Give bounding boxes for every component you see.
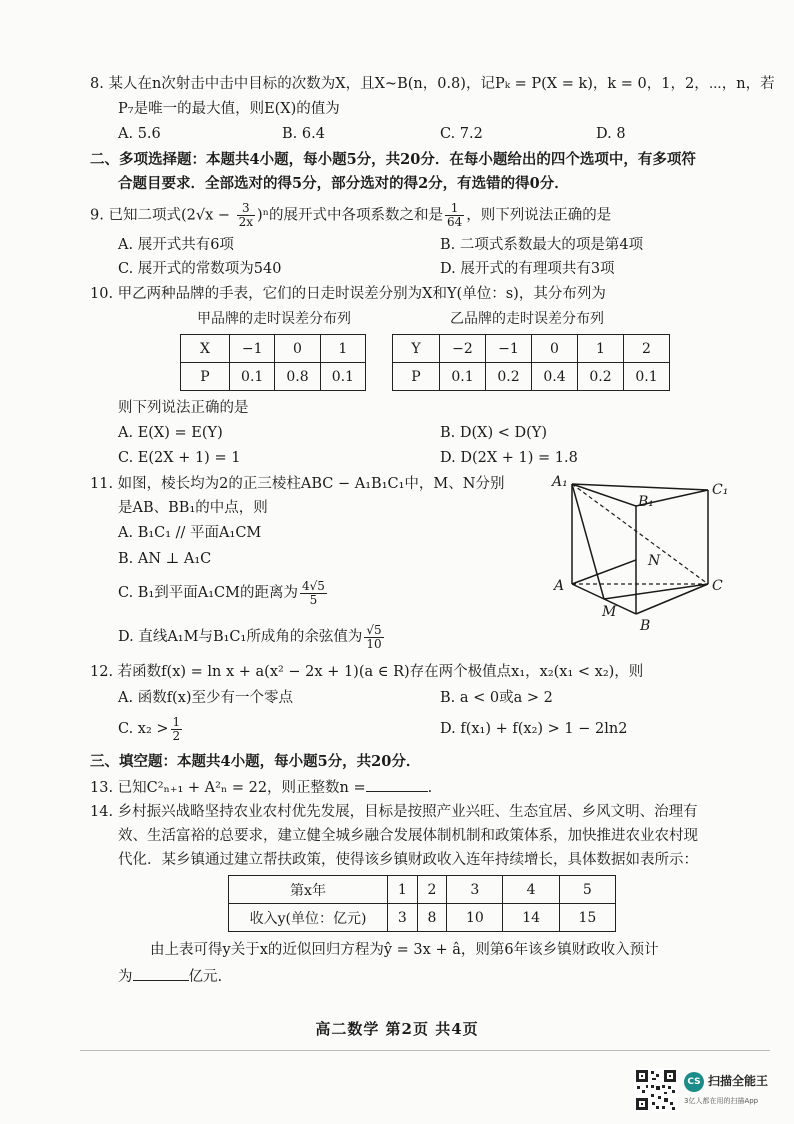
table-cell: 15: [559, 904, 615, 932]
q9-option-b: B. 二项式系数最大的项是第4项: [440, 237, 644, 253]
q9-fraction-1-num: 3: [237, 202, 255, 216]
q9-stem-post: ，则下列说法正确的是: [466, 207, 612, 224]
table-cell: 0.2: [486, 363, 532, 391]
q9-fraction-2: [445, 202, 464, 229]
q9-option-a: A. 展开式共有6项: [118, 237, 234, 253]
prism-segment-mc: [604, 584, 708, 599]
table-cell: −1: [230, 335, 275, 363]
table-cell: 5: [559, 876, 615, 904]
q12-option-c-num: 1: [172, 714, 181, 729]
prism-segment-an: [572, 560, 636, 584]
table-cell: 14: [503, 904, 559, 932]
q11-option-d-text: D. 直线A₁M与B₁C₁所成角的余弦值为: [118, 629, 363, 645]
q12-option-c-fraction: [171, 716, 183, 743]
table-cell: Y: [393, 335, 440, 363]
q12-option-c-den: 2: [172, 728, 181, 743]
q9-option-c: C. 展开式的常数项为540: [118, 261, 282, 277]
page-footer: 高二数学 第2页 共4页: [315, 1020, 479, 1038]
section3-heading: 三、填空题：本题共4小题，每小题5分，共20分．: [90, 753, 421, 770]
q8-stem-line2: P₇是唯一的最大值，则E(X)的值为: [118, 101, 340, 117]
q9-fraction-1-den: 2x: [238, 215, 254, 229]
camscanner-tagline: 3亿人都在用的扫描App: [684, 1097, 759, 1105]
q8-stem-line1: 8. 某人在n次射击中击中目标的次数为X，且X~B(n，0.8)，记Pₖ = P(X = k)，k = 0，1，2，⋯，n，若: [90, 76, 775, 92]
table-row: [181, 363, 366, 391]
q10-prompt: 则下列说法正确的是: [118, 400, 249, 416]
table-cell: 0.2: [578, 363, 624, 391]
label-m: M: [602, 604, 617, 620]
table-row: [229, 876, 616, 904]
camscanner-name: 扫描全能王: [708, 1074, 769, 1088]
q11-option-c-fraction: [300, 580, 327, 607]
q14-stem-line2: 效、生活富裕的总要求，建立健全城乡融合发展体制机制和政策体系，加快推进农业农村现: [118, 828, 698, 844]
table-row: [393, 363, 670, 391]
table-cell: 4: [503, 876, 559, 904]
q10-table-x: [180, 334, 366, 391]
prism-figure: [540, 470, 750, 640]
table-cell: P: [181, 363, 230, 391]
table-row: [393, 335, 670, 363]
bottom-divider: [80, 1050, 770, 1051]
q9-fraction-2-den: 64: [446, 215, 463, 229]
q11-option-d: [118, 622, 386, 652]
table-cell: 0.4: [532, 363, 578, 391]
q12-option-d: D. f(x₁) + f(x₂) > 1 − 2ln2: [440, 721, 628, 737]
q11-option-c: [118, 578, 329, 608]
q12-option-c: [118, 714, 184, 744]
q9-stem: [90, 202, 611, 229]
q10-option-d: D. D(2X + 1) = 1.8: [440, 450, 578, 466]
q12-stem: 12. 若函数f(x) = ln x + a(x² − 2x + 1)(a ∈ R)存在两个极值点x₁，x₂(x₁ < x₂)，则: [90, 664, 644, 680]
q14-stem-line1: 14. 乡村振兴战略坚持农业农村优先发展，目标是按照产业兴旺、生态宜居、乡风文明、治理有: [90, 804, 698, 820]
label-a1: A₁: [552, 474, 568, 490]
label-n: N: [648, 553, 661, 569]
table-cell: 0.1: [440, 363, 486, 391]
q9-stem-pre: 9. 已知二项式(2√x −: [90, 207, 235, 224]
q12-option-b: B. a < 0或a > 2: [440, 690, 553, 706]
label-c1: C₁: [712, 482, 729, 498]
camscanner-logo-icon: CS: [684, 1072, 704, 1092]
table-cell: 收入y(单位：亿元): [229, 904, 388, 932]
section2-heading-line1: 二、多项选择题：本题共4小题，每小题5分，共20分．在每小题给出的四个选项中，有多项符: [90, 151, 696, 168]
prism-edge-a1b1: [572, 484, 636, 506]
q13-stem: [90, 777, 432, 798]
table-cell: 0: [532, 335, 578, 363]
table-cell: 3: [447, 876, 503, 904]
q13-stem-end: .: [427, 780, 433, 796]
q14-answer-blank[interactable]: [133, 966, 189, 981]
table-cell: 1: [320, 335, 365, 363]
table-cell: 3: [388, 904, 418, 932]
q12-option-a: A. 函数f(x)至少有一个零点: [118, 690, 294, 706]
q9-fraction-2-num: 1: [445, 202, 464, 216]
q11-option-c-den: 5: [309, 592, 318, 607]
q10-table-y: [392, 334, 670, 391]
q14-data-table: [228, 875, 616, 932]
table-cell: 8: [417, 904, 447, 932]
q8-option-b: B. 6.4: [282, 126, 325, 142]
q11-option-c-num: 4√5: [302, 578, 325, 593]
table-cell: −1: [486, 335, 532, 363]
q14-stem-line3: 代化．某乡镇通过建立帮扶政策，使得该乡镇财政收入连年持续增长，具体数据如表所示：: [118, 852, 698, 868]
q10-option-c: C. E(2X + 1) = 1: [118, 450, 241, 466]
table-cell: 2: [624, 335, 670, 363]
table-cell: 0: [275, 335, 320, 363]
q8-option-d: D. 8: [596, 126, 626, 142]
q9-fraction-1: [237, 202, 255, 229]
q11-option-c-text: C. B₁到平面A₁CM的距离为: [118, 585, 298, 601]
q11-stem-line2: 是AB、BB₁的中点，则: [118, 500, 268, 516]
table-cell: 1: [388, 876, 418, 904]
q14-stem-line5-pre: 为: [118, 969, 133, 985]
q12-option-c-text: C. x₂ >: [118, 721, 169, 737]
q11-option-a: A. B₁C₁ // 平面A₁CM: [118, 525, 262, 541]
qr-code-icon: [634, 1068, 678, 1112]
q11-option-b: B. AN ⊥ A₁C: [118, 551, 212, 567]
table-cell: 2: [417, 876, 447, 904]
q10-option-a: A. E(X) = E(Y): [118, 425, 223, 441]
q11-stem-line1: 11. 如图，棱长均为2的正三棱柱ABC − A₁B₁C₁中，M、N分别: [90, 476, 505, 492]
table-row: [229, 904, 616, 932]
table-cell: 0.1: [624, 363, 670, 391]
q10-table-y-caption: 乙品牌的走时误差分布列: [450, 311, 604, 327]
q9-stem-mid: )ⁿ的展开式中各项系数之和是: [257, 207, 443, 224]
table-cell: P: [393, 363, 440, 391]
table-cell: 0.8: [275, 363, 320, 391]
table-cell: 10: [447, 904, 503, 932]
q13-answer-blank[interactable]: [366, 777, 428, 792]
table-cell: 0.1: [320, 363, 365, 391]
q9-option-d: D. 展开式的有理项共有3项: [440, 261, 615, 277]
q14-stem-line5: [118, 966, 222, 987]
table-cell: 第x年: [229, 876, 388, 904]
q14-stem-line4: 由上表可得y关于x的近似回归方程为ŷ = 3x + â，则第6年该乡镇财政收入预计: [150, 942, 659, 958]
label-b1: B₁: [638, 494, 654, 510]
table-cell: 0.1: [230, 363, 275, 391]
q13-stem-text: 13. 已知C²ₙ₊₁ + A²ₙ = 22，则正整数n =: [90, 780, 366, 796]
table-cell: X: [181, 335, 230, 363]
q14-stem-line5-post: 亿元.: [188, 969, 223, 985]
label-b: B: [640, 618, 651, 634]
q11-option-d-fraction: [364, 624, 383, 651]
q11-option-d-num: √5: [366, 622, 382, 637]
q10-table-x-caption: 甲品牌的走时误差分布列: [197, 311, 351, 327]
q8-option-a: A. 5.6: [118, 126, 161, 142]
table-row: [181, 335, 366, 363]
q8-option-c: C. 7.2: [440, 126, 483, 142]
table-cell: −2: [440, 335, 486, 363]
q11-option-d-den: 10: [366, 636, 382, 651]
prism-edge-a1c1: [572, 484, 708, 490]
q10-stem: 10. 甲乙两种品牌的手表，它们的日走时误差分别为X和Y(单位：s)，其分布列为: [90, 286, 606, 302]
label-a: A: [554, 578, 565, 594]
table-cell: 1: [578, 335, 624, 363]
q10-option-b: B. D(X) < D(Y): [440, 425, 548, 441]
label-c: C: [712, 578, 723, 594]
section2-heading-line2: 合题目要求．全部选对的得5分，部分选对的得2分，有选错的得0分．: [118, 175, 569, 192]
